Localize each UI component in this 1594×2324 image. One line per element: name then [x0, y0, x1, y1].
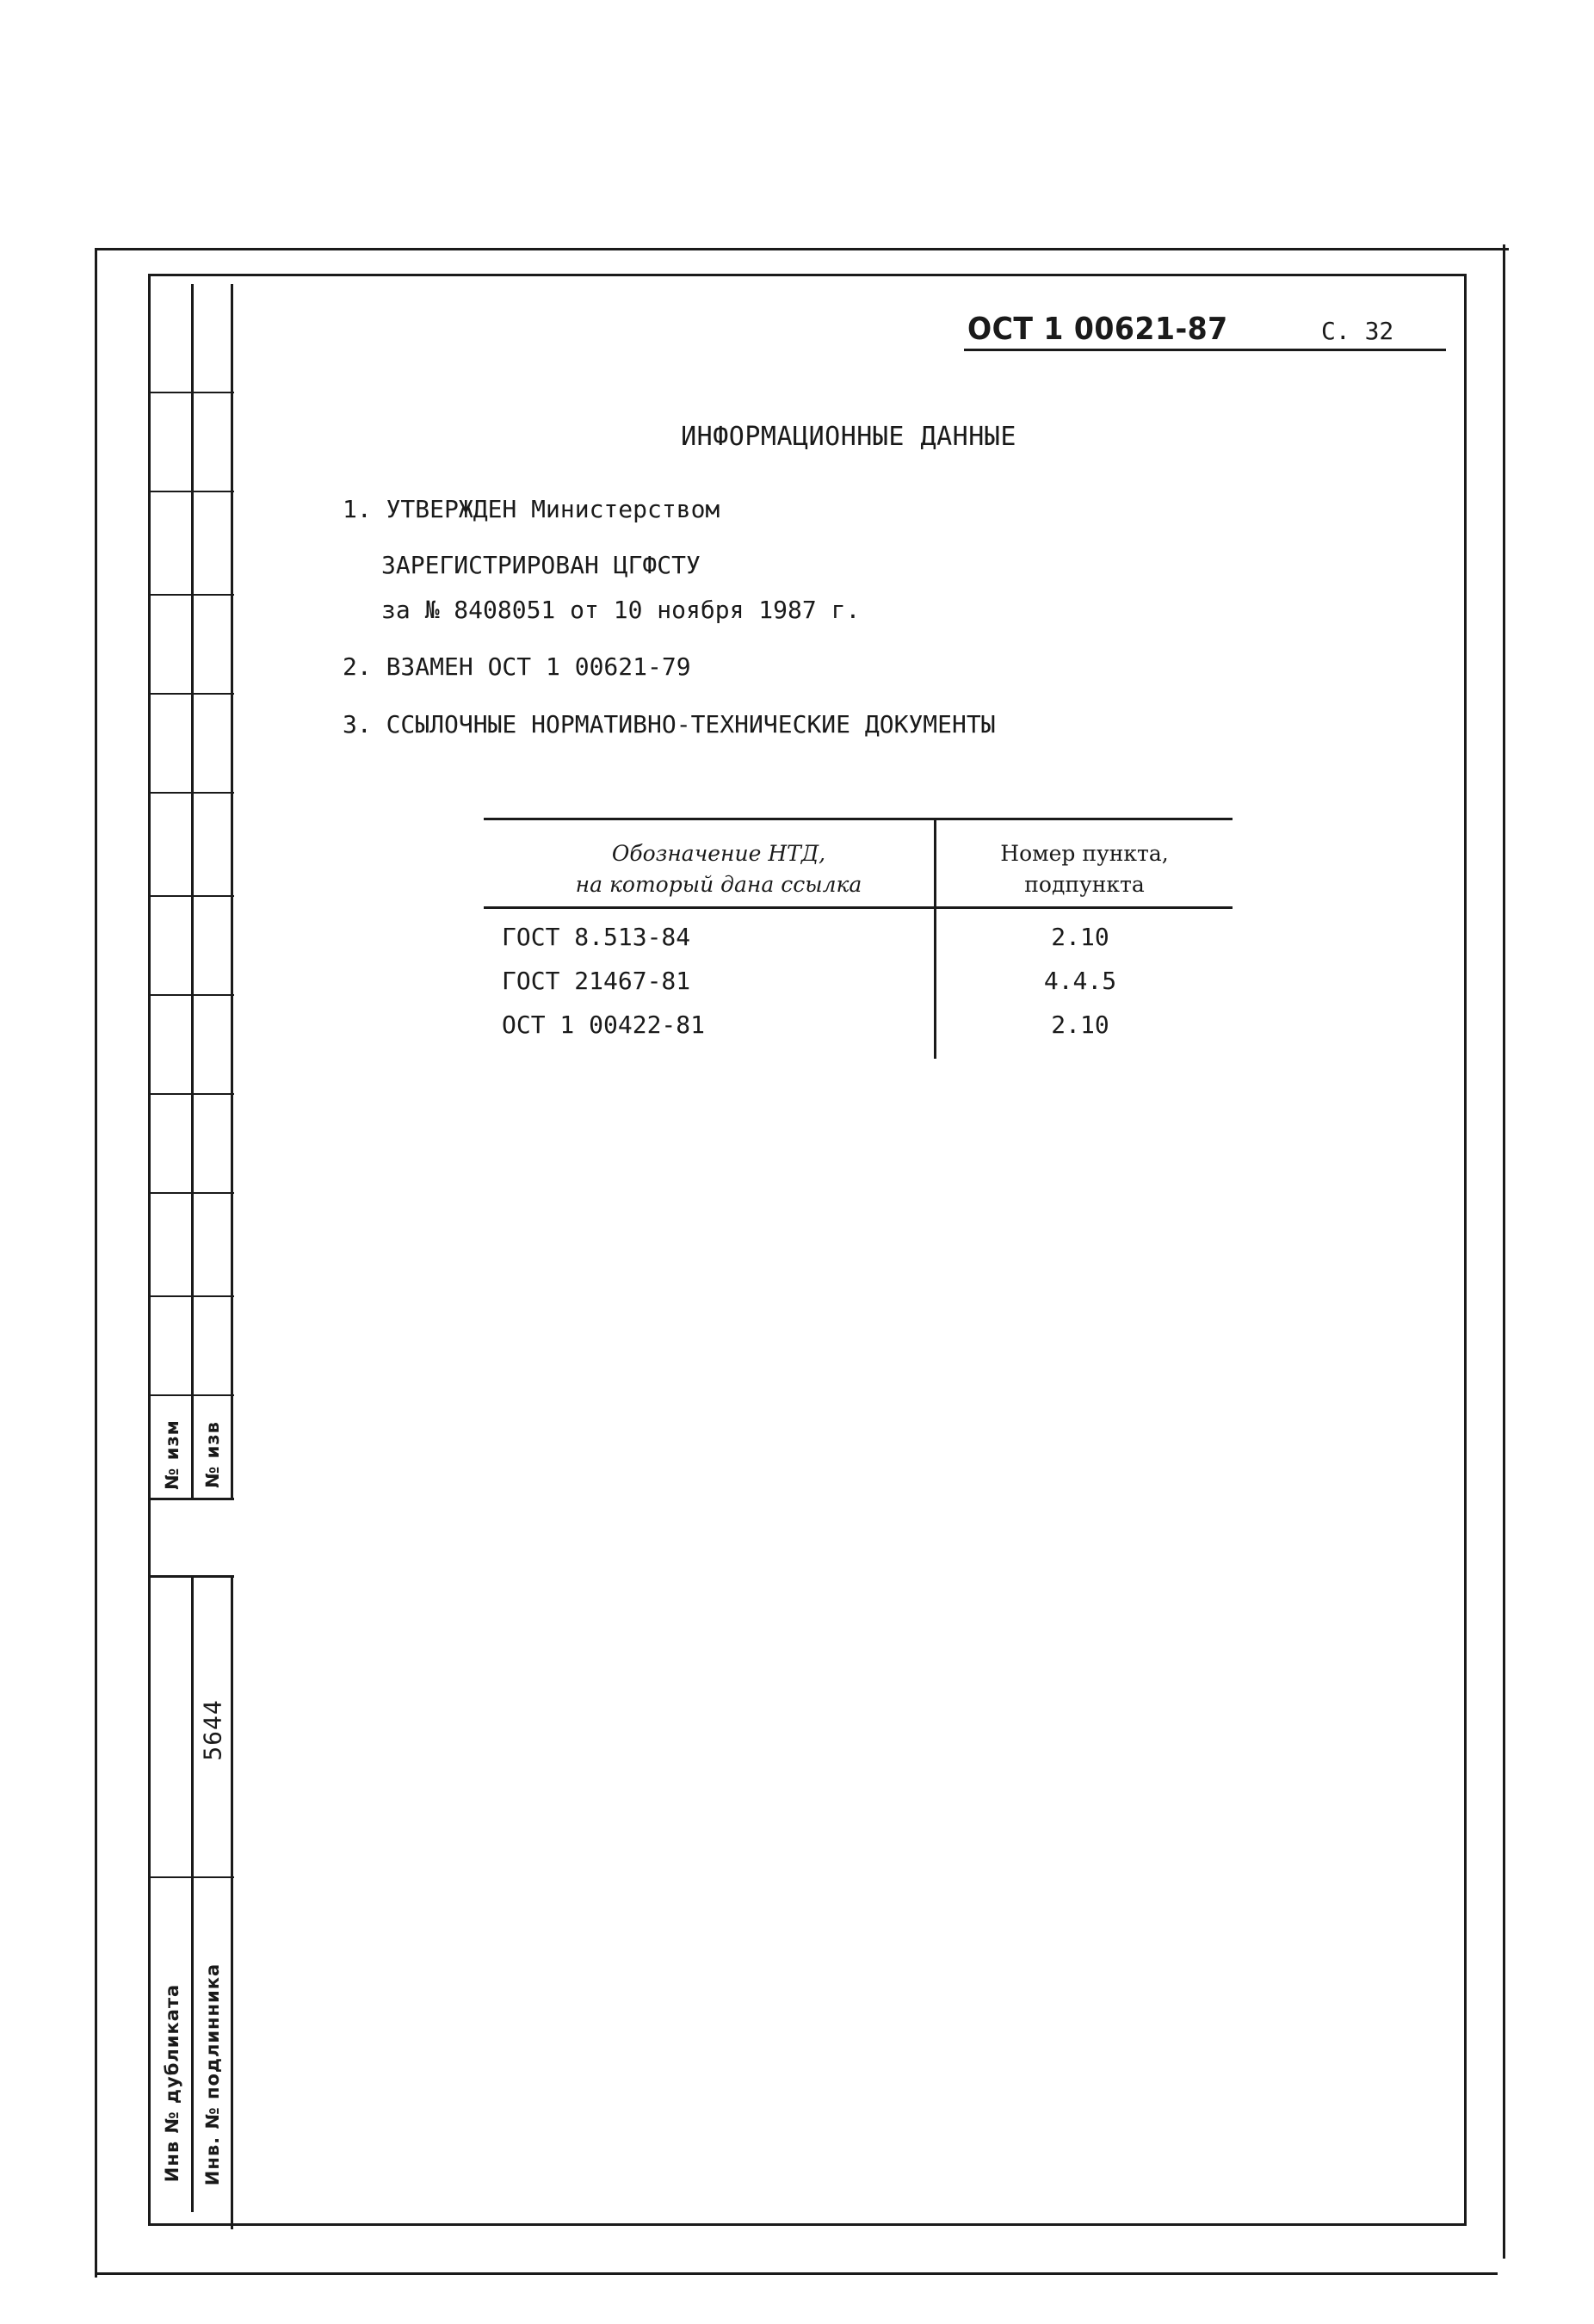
- table-col2-header: [947, 838, 1222, 900]
- table-col1-header: [516, 838, 921, 900]
- outer-frame-right-edge: [1503, 244, 1505, 2259]
- table-col2-header-line1: Номер пункта,: [1000, 841, 1169, 866]
- notice-number-label: № изв: [202, 1421, 223, 1488]
- duplicate-inventory-label: Инв № дубликата: [162, 1983, 182, 2183]
- side-cell-rule: [148, 1394, 234, 1396]
- item-references-heading: 3. ССЫЛОЧНЫЕ НОРМАТИВНО-ТЕХНИЧЕСКИЕ ДОКУМЕНТЫ: [343, 710, 996, 739]
- original-inventory-value: 5644: [198, 1699, 227, 1761]
- table-row-1-doc: ГОСТ 8.513-84: [502, 923, 691, 951]
- side-cell-rule: [148, 594, 234, 596]
- table-col1-header-line1: Обозначение НТД,: [611, 841, 826, 866]
- side-strip-divider-upper: [191, 284, 194, 1498]
- side-cell-rule: [148, 1876, 234, 1878]
- item-replaces: 2. ВЗАМЕН ОСТ 1 00621-79: [343, 652, 691, 681]
- table-row-2-clause: 4.4.5: [1043, 967, 1117, 995]
- document-code: ОСТ 1 00621-87: [967, 312, 1228, 347]
- side-cell-rule: [148, 994, 234, 996]
- inner-frame: [148, 274, 1467, 2226]
- item-registered: ЗАРЕГИСТРИРОВАН ЦГФСТУ: [381, 551, 701, 579]
- side-cell-rule: [148, 693, 234, 695]
- table-row-2-doc: ГОСТ 21467-81: [502, 967, 691, 995]
- table-top-rule: [484, 818, 1233, 820]
- side-cell-rule: [148, 392, 234, 393]
- side-cell-rule: [148, 895, 234, 897]
- side-strip-edge-upper: [231, 284, 233, 1498]
- table-header-rule: [484, 906, 1233, 909]
- table-col2-header-line2: подпункта: [1024, 872, 1145, 897]
- table-row-3-clause: 2.10: [1051, 1011, 1109, 1039]
- page-title: ИНФОРМАЦИОННЫЕ ДАННЫЕ: [681, 422, 1016, 452]
- table-row-1-clause: 2.10: [1051, 923, 1109, 951]
- table-row-3-doc: ОСТ 1 00422-81: [502, 1011, 706, 1039]
- side-cell-rule: [148, 1295, 234, 1297]
- side-cell-rule: [148, 1093, 234, 1095]
- outer-frame-bottom-edge: [95, 2272, 1498, 2275]
- side-strip-edge-lower: [231, 1575, 233, 2229]
- side-cell-rule: [148, 1192, 234, 1194]
- header-underline: [964, 349, 1446, 351]
- page-number: С. 32: [1321, 317, 1394, 345]
- side-strip-upper-bottom-rule: [148, 1498, 234, 1500]
- item-registration-number: за № 8408051 от 10 ноября 1987 г.: [381, 596, 861, 624]
- change-number-label: № изм: [162, 1419, 182, 1490]
- side-cell-rule: [148, 792, 234, 794]
- item-approved: 1. УТВЕРЖДЕН Министерством: [343, 495, 720, 523]
- table-col1-header-line2: на который дана ссылка: [575, 872, 862, 897]
- side-strip-lower-top-rule: [148, 1575, 234, 1578]
- side-strip-divider-lower: [191, 1575, 194, 2212]
- side-cell-rule: [148, 491, 234, 492]
- original-inventory-label: Инв. № подлинника: [202, 1962, 223, 2186]
